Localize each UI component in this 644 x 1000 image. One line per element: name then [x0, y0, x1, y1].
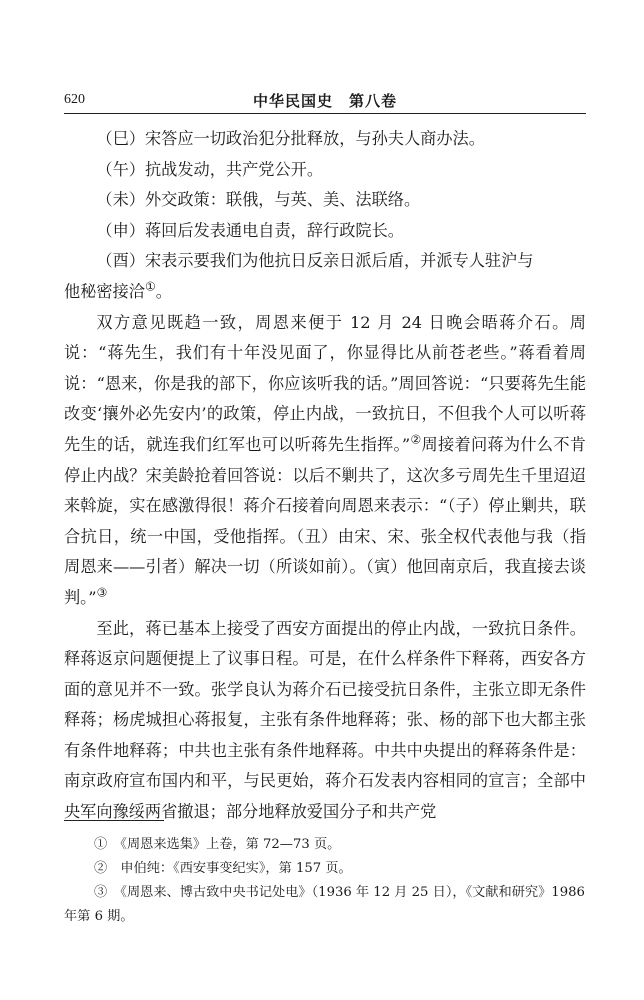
- list-item-continuation: [64, 277, 586, 308]
- footnote-continuation: 年第 6 期。: [64, 909, 134, 924]
- running-title: 中华民国史 第八卷: [252, 92, 397, 110]
- paragraph-text: 双方意见既趋一致，周恩来便于 12 月 24 日晚会晤蒋介石。周说：“蒋先生，我们有十年没见面了，你显得比从前苍老些。”蒋看着周说：“恩来，你是我的部下，你应该听我的话。”周回答说：“只要蒋先生能改变‘攘外必先安内’的政策，停止内战，一致抗日，不但我个人可以听蒋先生的话，就连我们红军也可以听蒋先生指挥。”: [64, 312, 586, 454]
- header-rule: [64, 113, 586, 114]
- footnote: ① 《周恩来选集》上卷，第 72—73 页。: [94, 837, 341, 852]
- footnote: ③ 《周恩来、博古致中央书记处电》（1936 年 12 月 25 日），《文献和研究》1986: [94, 885, 585, 900]
- footnote-rule: [64, 820, 164, 821]
- continuation-text: 他秘密接洽: [64, 281, 145, 301]
- footnote: ② 申伯纯：《西安事变纪实》，第 157 页。: [94, 861, 352, 876]
- page-number: 620: [64, 92, 85, 107]
- list-item: （巳）宋答应一切政治犯分批释放，与孙夫人商办法。: [96, 129, 485, 148]
- footnote-ref: ③: [96, 585, 108, 600]
- list-item: （午）抗战发动，共产党公开。: [96, 159, 324, 179]
- footnote-ref: ①: [144, 279, 156, 294]
- body-text: [64, 124, 586, 828]
- paragraph: 至此，蒋已基本上接受了西安方面提出的停止内战，一致抗日条件。释蒋返京问题便提上了议事日程。可是，在什么样条件下释蒋，西安各方面的意见并不一致。张学良认为蒋介石已接受抗日条件，主张立即无条件释蒋；杨虎城担心蒋报复，主张有条件地释蒋；张、杨的部下也大都主张有条件地释蒋；中共也主张有条件地释蒋。中共中央提出的释蒋条件是：南京政府宣布国内和平，与民更始，蒋介石发表内容相同的宣言；全部中央军向豫绥两省撤退；部分地释放爱国分子和共产党: [64, 618, 586, 822]
- footnotes: [64, 833, 586, 929]
- list-item: （申）蒋回后发表通电自责，辞行政院长。: [96, 220, 404, 240]
- page-header: [64, 88, 586, 114]
- paragraph-text: 周接着问蒋为什么不肯停止内战？宋美龄抢着回答说：以后不剿共了，这次多亏周先生千里迢迢来斡旋，实在感激得很！蒋介石接着向周恩来表示：“（子）停止剿共，联合抗日，统一中国，受他指挥。（丑）由宋、宋、张全权代表他与我（指周恩来——引者）解决一切（所谈如前）。（寅）他回南京后，我直接去谈判。”: [64, 434, 586, 607]
- list-item: （酉）宋表示要我们为他抗日反亲日派后盾，并派专人驻沪与: [96, 251, 534, 271]
- paragraph: [64, 308, 586, 614]
- list-item: （未）外交政策：联俄，与英、美、法联络。: [96, 190, 421, 210]
- continuation-tail: 。: [155, 281, 172, 301]
- footnote-ref: ②: [410, 432, 422, 447]
